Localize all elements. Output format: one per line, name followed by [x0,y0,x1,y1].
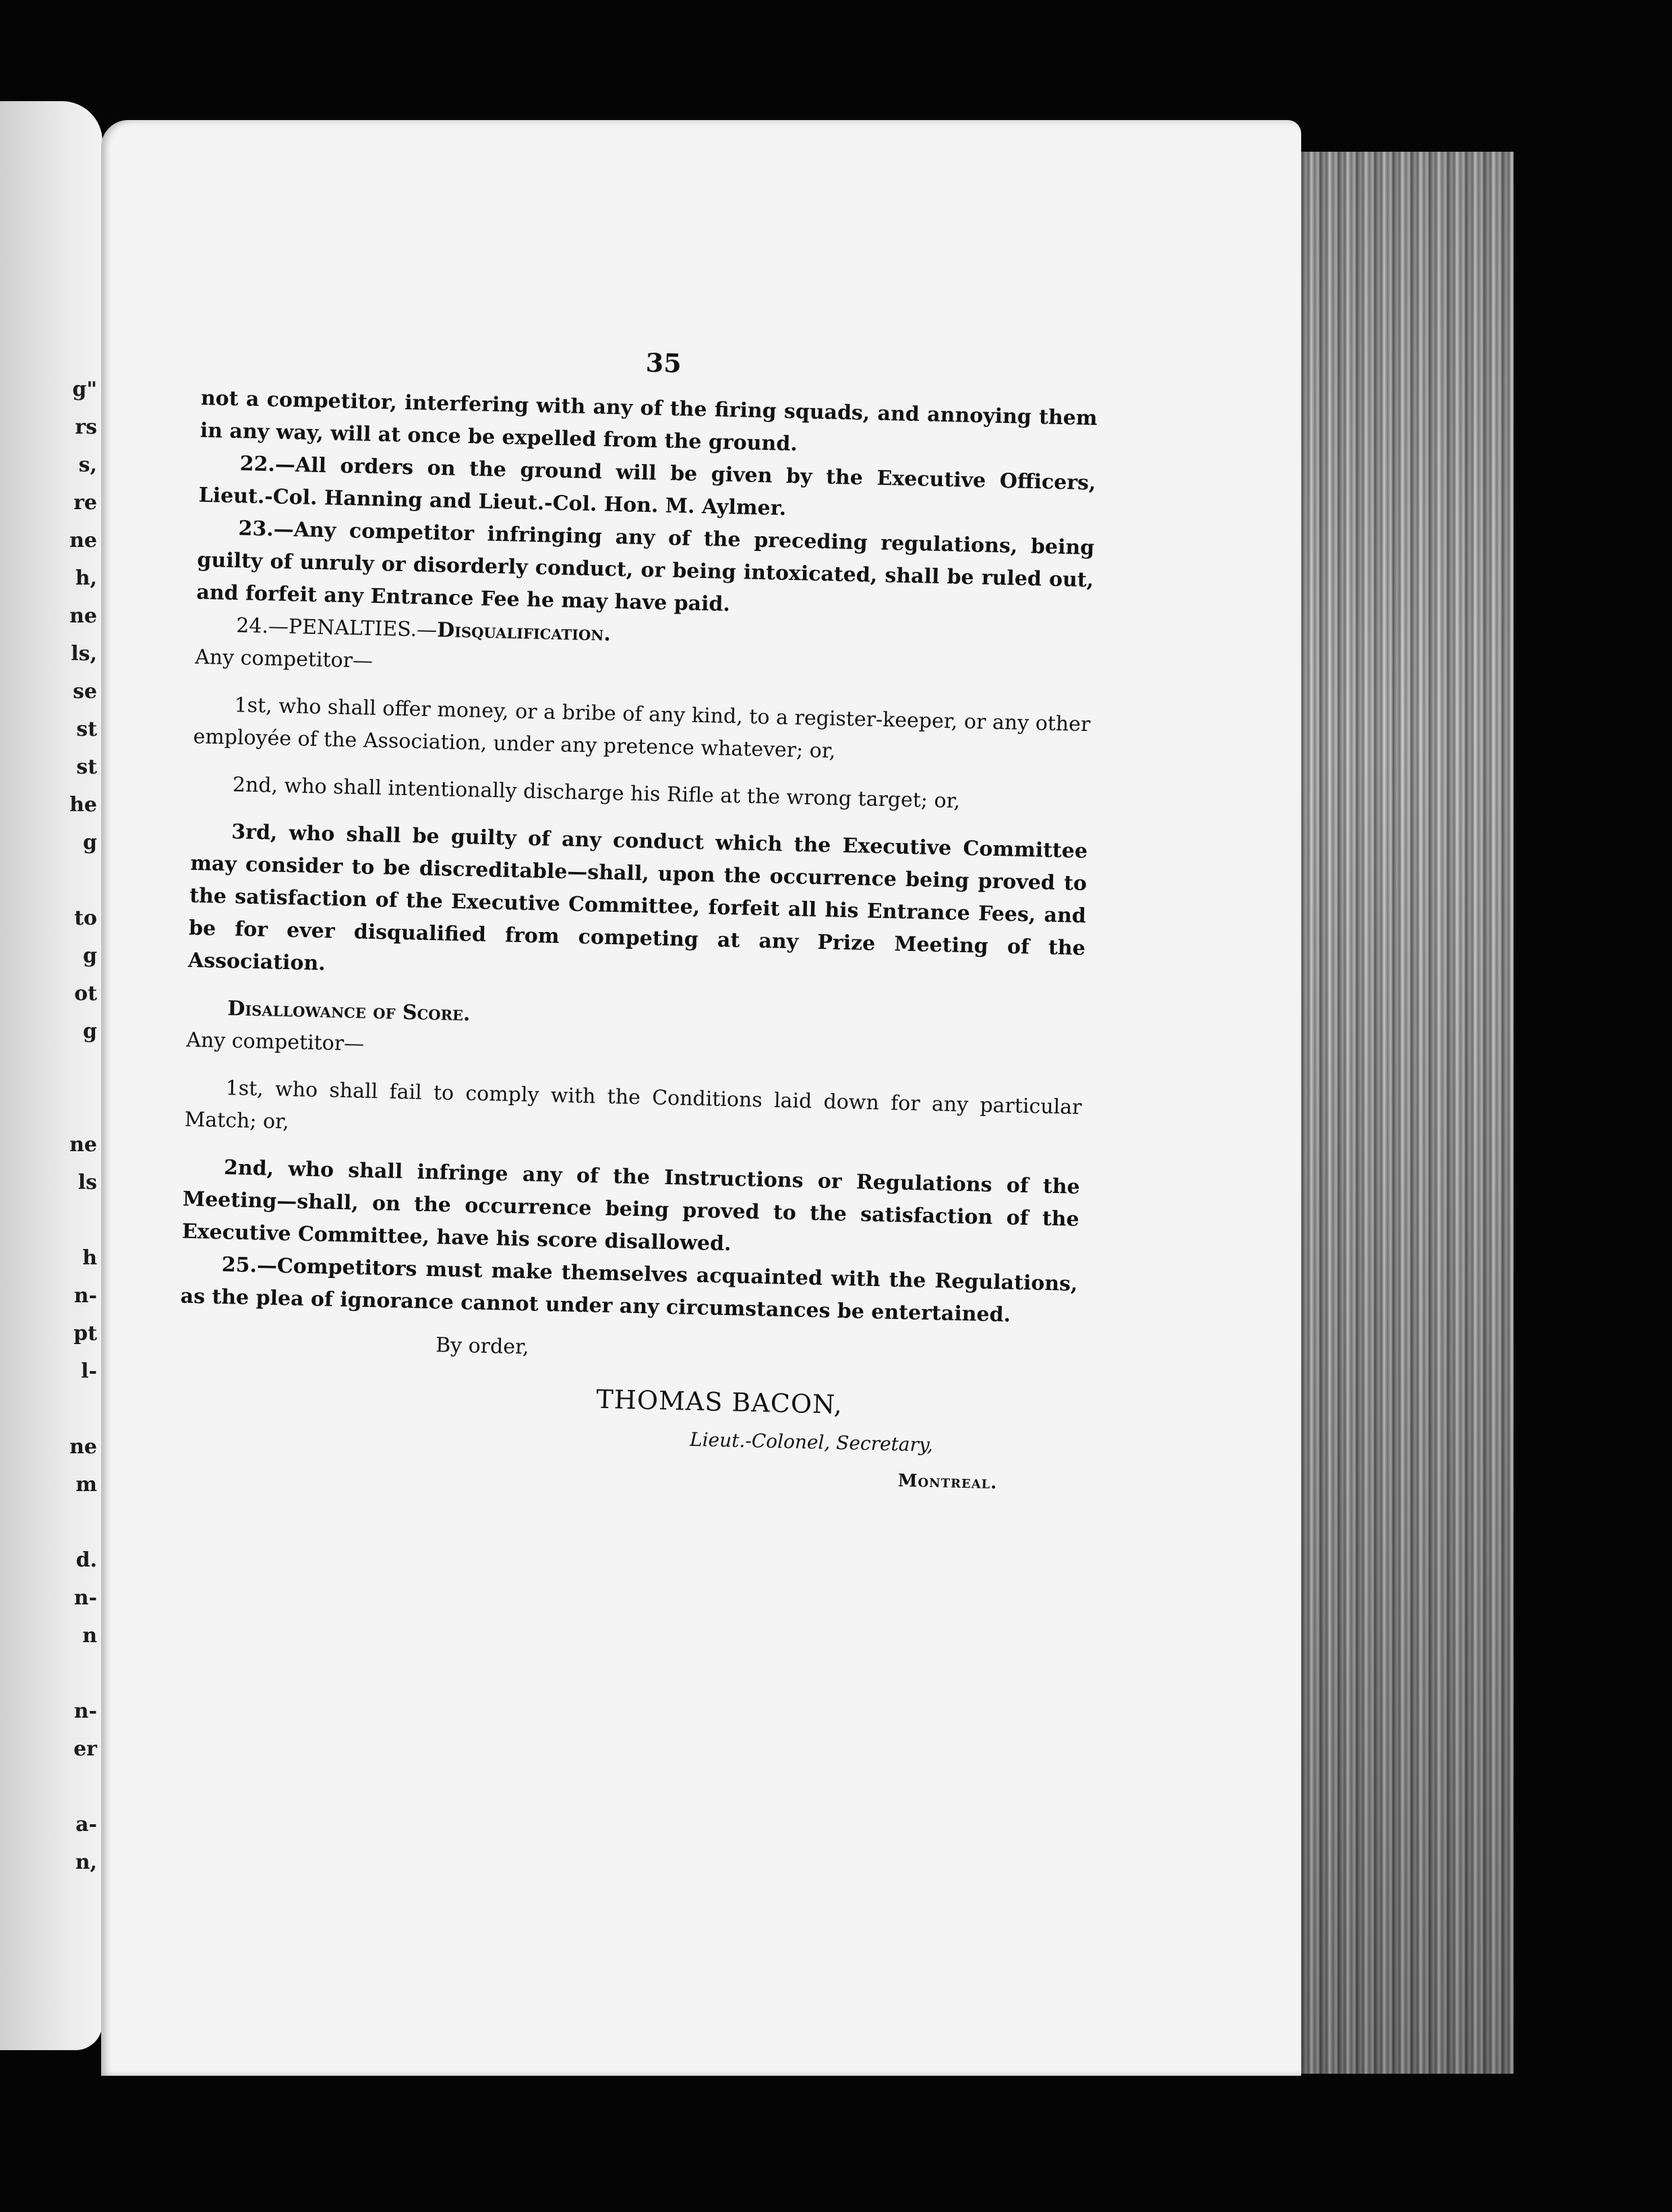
edge-letter: d. [76,1548,97,1572]
edge-letter: ls [78,1171,97,1194]
edge-letter: pt [73,1322,97,1345]
edge-letter: st [76,718,97,741]
clause-1st: 1st, who shall offer money, or a bribe of any kind, to a register-keeper, or any other employée of the Association, under any pretence whatever; or, [193,693,1091,763]
rule-23: 23.—Any competitor infringing any of the preceding regulations, being guilty of unruly or disorderly conduct, or being intoxicated, shall be ruled out, and forfeit any Entrance Fee he may have paid. [196,517,1095,616]
any-competitor-label: Any competitor— [194,645,374,673]
edge-letter: n, [75,1851,97,1874]
edge-letter: n [82,1624,97,1648]
rule-25: 25.—Competitors must make themselves acquainted with the Regulations, as the plea of ignorance cannot under any circumstances be entertained. [180,1253,1078,1327]
by-order-text: By order, [435,1333,530,1360]
edge-letter: g" [72,378,97,401]
edge-letter: ne [69,604,97,628]
clause-3rd: 3rd, who shall be guilty of any conduct which the Executive Committee may consider to be discreditable—shall, upon the occurrence being proved to the satisfaction of the Executive Committee, forfeit all his Entrance Fees, and be for ever disqualified from competing at any Prize Meeting of the Association. [187,820,1088,976]
edge-letter: l- [81,1360,97,1383]
signer-title: Lieut.-Colonel, Secretary, [689,1428,934,1457]
edge-letter: g [83,1020,97,1043]
edge-letter [57,1655,97,1693]
edge-letter: a- [76,1813,97,1836]
disqualification-label: Disqualification. [436,618,611,646]
edge-letter: to [74,906,97,930]
page-text [177,337,1099,1496]
edge-letter [57,862,97,900]
edge-letter: st [76,755,97,779]
clause-2nd: 2nd, who shall intentionally discharge his Rifle at the wrong target; or, [232,773,961,813]
penalties-label: 24.—PENALTIES.— [235,614,438,643]
signer-name: THOMAS BACON, [595,1384,843,1420]
edge-letter: ne [69,1133,97,1157]
edge-letter: ot [74,982,97,1006]
edge-letter: g [83,944,97,968]
disallow-clause-2nd: 2nd, who shall infringe any of the Instructions or Regulations of the Meeting—shall, on the occurrence being proved to the satisfaction of the Executive Committee, have his score disallowed. [181,1156,1081,1256]
left-facing-page [0,101,102,2050]
paragraph-continuation: not a competitor, interfering with any of the firing squads, and annoying them in any way, will at once be expelled from the ground. [200,386,1098,457]
edge-letter: ls, [71,642,97,666]
page-number: 35 [645,347,682,379]
left-page-edge-text [57,371,97,1882]
edge-letter: re [73,491,97,515]
edge-letter: g [83,831,97,854]
edge-letter [57,1768,97,1806]
edge-letter: h, [75,566,97,590]
edge-letter: n- [73,1284,97,1308]
signer-city: Montreal. [897,1470,998,1494]
edge-letter: se [73,680,97,703]
edge-letter: er [73,1737,97,1761]
disallow-clause-1st: 1st, who shall fail to comply with the Conditions laid down for any particular Match; or, [184,1076,1082,1134]
edge-letter [57,1391,97,1428]
disallowance-heading: Disallowance of Score. [227,997,471,1026]
edge-letter: ne [69,1435,97,1459]
edge-letter [57,1088,97,1126]
signature-block [177,1328,1077,1496]
edge-letter: he [69,793,97,817]
edge-letter: h [82,1246,97,1270]
edge-letter: s, [78,453,97,477]
any-competitor-label-2: Any competitor— [185,1028,365,1056]
edge-letter: n- [73,1699,97,1723]
rule-22: 22.—All orders on the ground will be given by the Executive Officers, Lieut.-Col. Hanning and Lieut.-Col. Hon. M. Aylmer. [198,452,1096,521]
edge-letter: ne [69,529,97,552]
page-edge-stack [1284,152,1514,2074]
edge-letter: n- [73,1586,97,1610]
edge-letter [57,1202,97,1240]
edge-letter [57,1051,97,1088]
edge-letter: rs [75,415,97,439]
edge-letter [57,1504,97,1542]
edge-letter: m [76,1473,97,1496]
